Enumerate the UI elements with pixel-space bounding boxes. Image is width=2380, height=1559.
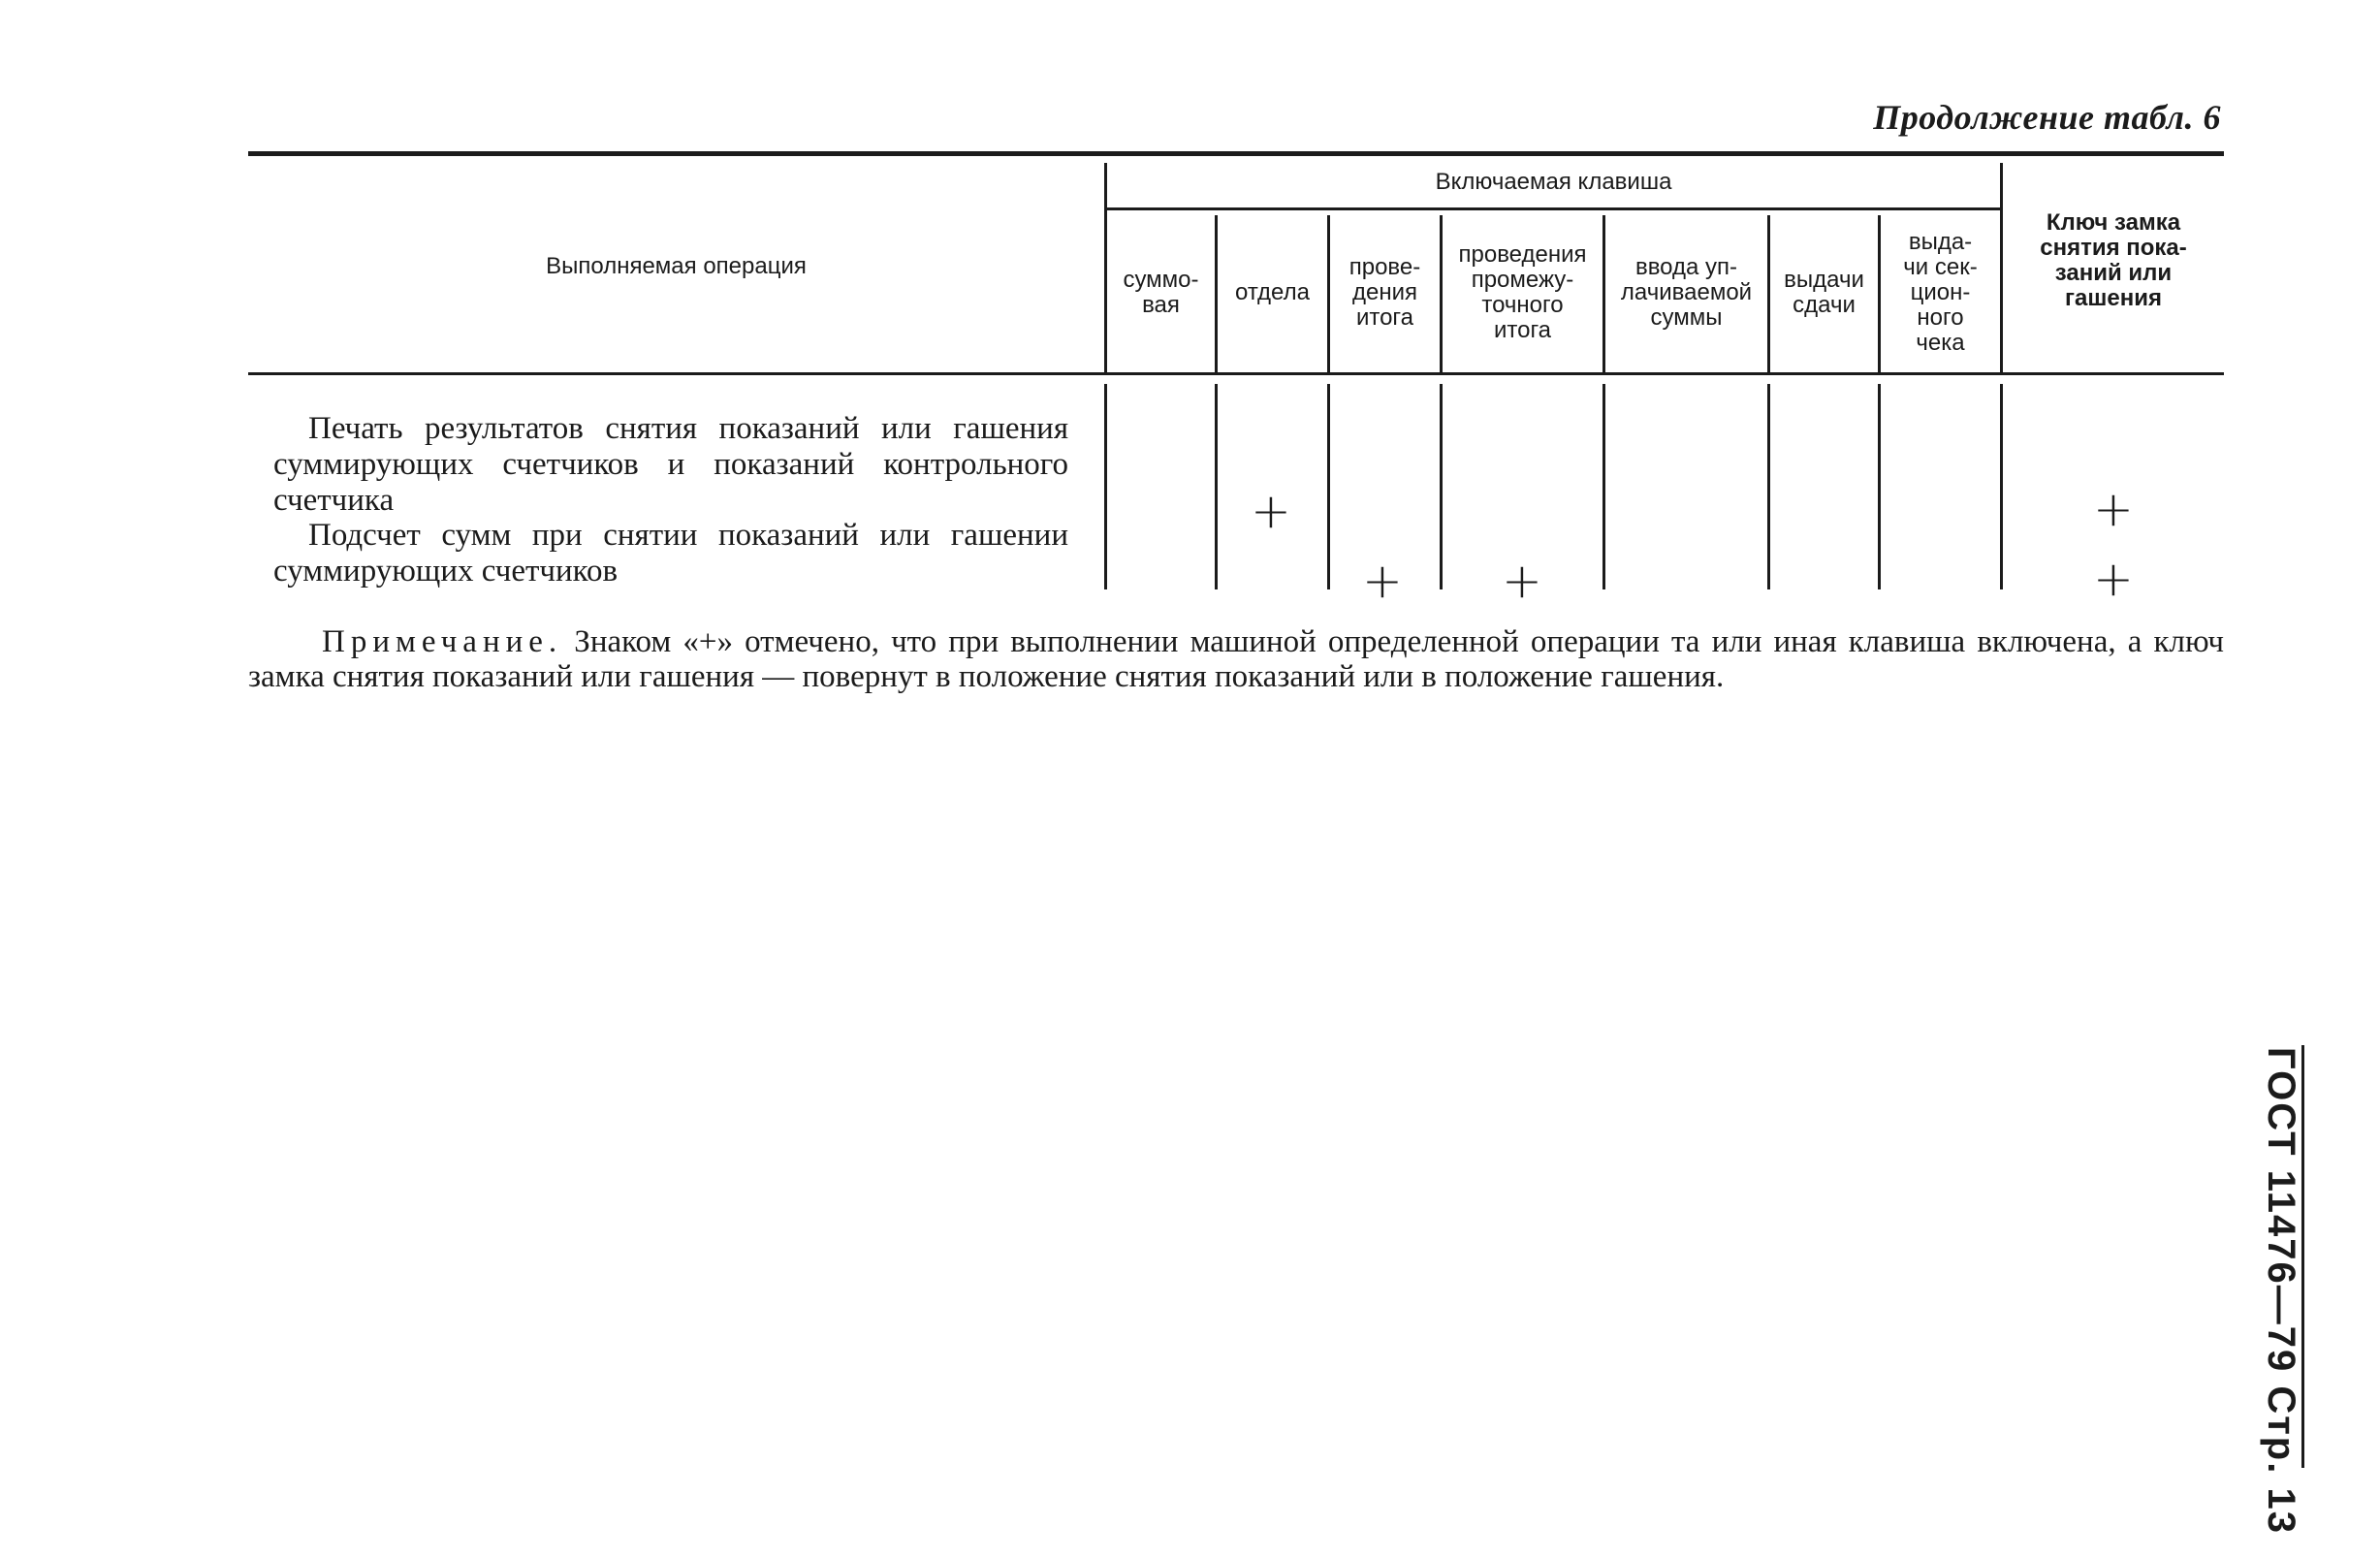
col-divider <box>1767 384 1770 589</box>
column-header-sektsionnogo-cheka: выда- чи сек- цион- ного чека <box>1903 229 1978 356</box>
col-divider <box>1215 384 1218 589</box>
column-header-provedeniya-itoga: прове- дения итога <box>1349 254 1421 331</box>
plus-mark: + <box>2093 551 2134 607</box>
key-lock-column-header: Ключ замка снятия пока- заний или гашения <box>2040 209 2187 311</box>
col-divider <box>1878 384 1881 589</box>
col-divider <box>2000 384 2003 589</box>
plus-mark: + <box>1502 553 1542 609</box>
table-continuation-caption: Продолжение табл. 6 <box>1873 98 2221 137</box>
column-header-promezhutochnogo-itoga: проведения промежу- точного итога <box>1458 241 1587 343</box>
table-top-rule <box>248 151 2224 156</box>
col-divider <box>1603 384 1605 589</box>
col-divider <box>1327 384 1330 589</box>
table-footnote <box>248 624 2224 694</box>
group-header-rule <box>1104 207 2002 210</box>
column-header-vydachi-sdachi: выдачи сдачи <box>1784 267 1864 318</box>
plus-mark: + <box>2093 481 2134 537</box>
col-divider <box>1440 384 1443 589</box>
column-header-otdela: отдела <box>1235 279 1310 305</box>
table-row-operation: Подсчет сумм при снятии показаний или гашении суммирующих счетчиков <box>273 518 1068 589</box>
standard-page-label: ГОСТ 11476—79 Стр. 13 <box>2260 1047 2302 1535</box>
included-key-group-header: Включаемая клавиша <box>1435 169 1672 195</box>
header-bottom-rule <box>248 372 2224 375</box>
column-header-vvoda-summy: ввода уп- лачиваемой суммы <box>1620 254 1753 331</box>
column-header-summovaya: суммо- вая <box>1123 267 1199 318</box>
col-divider <box>1104 384 1107 589</box>
footnote-text: Знаком «+» отмечено, что при выполнении машиной определенной операции та или иная клавиша включена, а ключ замка снятия показаний или гашения — повернут в положение снятия показаний или в положение гашения. <box>248 624 2224 694</box>
operations-table <box>248 149 2224 609</box>
plus-mark: + <box>1251 483 1291 539</box>
plus-mark: + <box>1362 553 1403 609</box>
footnote-lead: Примечание. <box>322 624 563 659</box>
table-row-operation: Печать результатов снятия показаний или гашения суммирующих счетчиков и показаний контрольного счетчика <box>273 411 1068 518</box>
operation-column-header: Выполняемая операция <box>546 253 807 279</box>
